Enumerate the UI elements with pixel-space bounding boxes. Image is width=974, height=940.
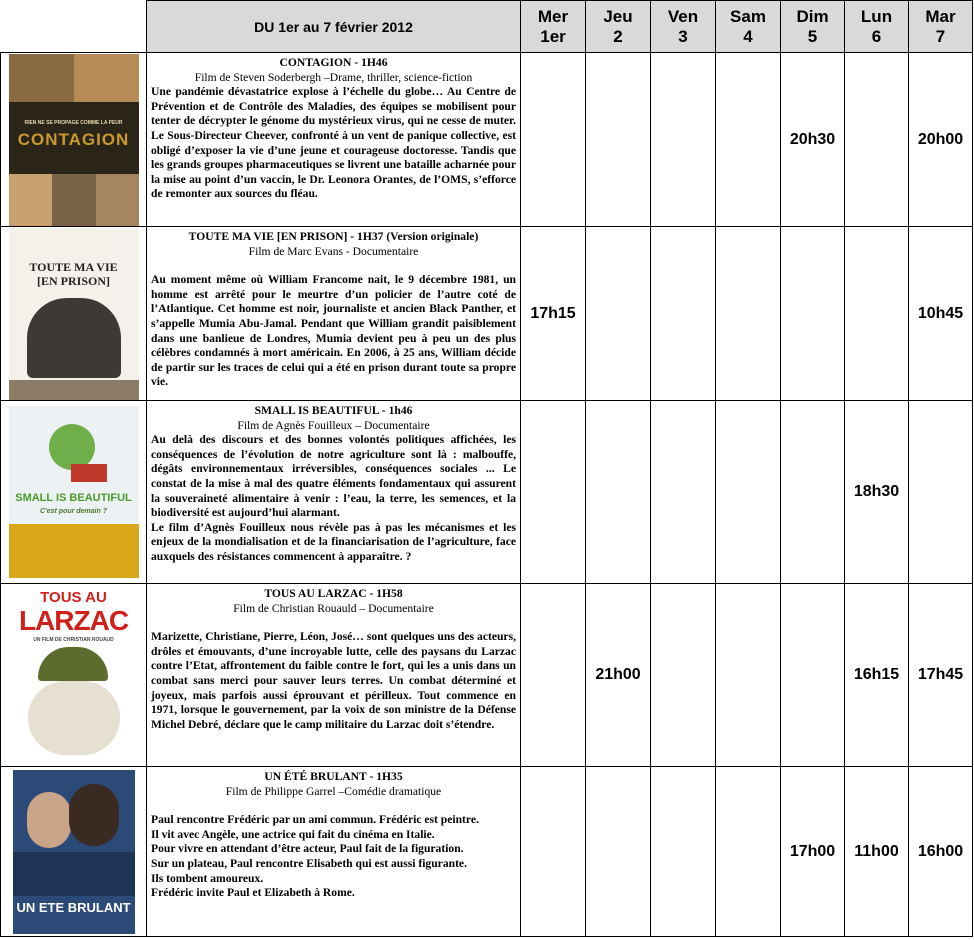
showtime: 11h00 — [845, 767, 909, 937]
poster-title: SMALL IS BEAUTIFUL — [15, 492, 132, 504]
film-credit: Film de Philippe Garrel –Comédie dramatique — [225, 784, 442, 798]
film-description — [147, 584, 521, 767]
day-header-sat — [716, 1, 781, 53]
day-label: Sam 4 — [730, 6, 766, 46]
film-credit: Film de Christian Rouauld – Documentaire — [233, 601, 434, 615]
poster-toute-ma-vie — [9, 228, 139, 400]
film-row-tous-au-larzac — [1, 584, 973, 767]
film-synopsis: Marizette, Christiane, Pierre, Léon, José… sont quelques uns des acteurs, drôles et émouvants, d’une incroyable lutte, celle des paysans du Larzac contre l’Etat, affrontement du faible contre le fort, qui les a unis dans un combat sans merci pour sauver leurs terres. Un combat déterminé et joyeux, mais parfois aussi éprouvant et périlleux. Tout commence en 1971, lorsque le gouvernement, par la voix de son ministre de la Défense Michel Debré, déclare que le camp militaire du Larzac doit s’étendre. — [151, 630, 516, 731]
day-label: Mar 7 — [925, 6, 956, 46]
showtime — [521, 584, 586, 767]
poster-cell — [1, 53, 147, 227]
film-row-un-ete-brulant — [1, 767, 973, 937]
showtime — [651, 53, 716, 227]
film-description — [147, 227, 521, 401]
day-label: Lun 6 — [860, 6, 893, 46]
film-description — [147, 53, 521, 227]
poster-contagion — [9, 54, 139, 226]
poster-cell — [1, 767, 147, 937]
showtime — [781, 584, 845, 767]
film-title: TOUS AU LARZAC - 1H58 — [264, 587, 403, 600]
showtime — [651, 227, 716, 401]
showtime: 17h00 — [781, 767, 845, 937]
film-credit: Film de Steven Soderbergh –Drame, thriller, science-fiction — [194, 70, 473, 84]
film-row-toute-ma-vie — [1, 227, 973, 401]
day-header-fri — [651, 1, 716, 53]
day-header-thu — [586, 1, 651, 53]
showtime — [586, 767, 651, 937]
showtime: 21h00 — [586, 584, 651, 767]
week-title: DU 1er au 7 février 2012 — [147, 1, 521, 53]
poster-title: UN ETE BRULANT — [16, 899, 131, 915]
showtime — [909, 401, 973, 584]
film-description — [147, 401, 521, 584]
poster-cell — [1, 401, 147, 584]
film-credit: Film de Marc Evans - Documentaire — [248, 244, 419, 258]
film-row-small-is-beautiful — [1, 401, 973, 584]
showtime — [651, 401, 716, 584]
poster-tagline: RIEN NE SE PROPAGE COMME LA PEUR — [24, 119, 123, 126]
showtime — [521, 767, 586, 937]
showtime: 20h00 — [909, 53, 973, 227]
showtime: 20h30 — [781, 53, 845, 227]
showtime — [716, 227, 781, 401]
film-title: CONTAGION - 1H46 — [279, 56, 388, 69]
showtime — [521, 401, 586, 584]
poster-credit: UN FILM DE CHRISTIAN ROUAUD — [33, 637, 114, 643]
showtime — [716, 53, 781, 227]
showtime — [716, 401, 781, 584]
showtime: 17h15 — [521, 227, 586, 401]
day-label: Dim 5 — [796, 6, 829, 46]
showtime — [521, 53, 586, 227]
showtime: 17h45 — [909, 584, 973, 767]
poster-tagline: C'est pour demain ? — [39, 508, 107, 515]
day-label: Jeu 2 — [603, 6, 633, 46]
showtime — [716, 584, 781, 767]
film-title: TOUTE MA VIE [EN PRISON] - 1H37 (Version originale) — [188, 230, 479, 243]
showtime: 16h00 — [909, 767, 973, 937]
poster-cell — [1, 227, 147, 401]
film-description — [147, 767, 521, 937]
header-row — [1, 1, 973, 53]
day-header-sun — [781, 1, 845, 53]
poster-title: TOUS AU — [40, 589, 107, 606]
film-credit: Film de Agnès Fouilleux – Documentaire — [237, 418, 430, 432]
film-row-contagion — [1, 53, 973, 227]
poster-cell — [1, 584, 147, 767]
day-label: Ven 3 — [667, 6, 699, 46]
showtime — [781, 401, 845, 584]
showtime: 10h45 — [909, 227, 973, 401]
showtime — [651, 767, 716, 937]
poster-title: TOUTE MA VIE [EN PRISON] — [29, 259, 118, 288]
day-header-tue — [909, 1, 973, 53]
showtime — [586, 227, 651, 401]
showtime — [586, 401, 651, 584]
poster-un-ete-brulant — [13, 770, 135, 934]
day-header-mon — [845, 1, 909, 53]
film-title: UN ÉTÉ BRULANT - 1H35 — [264, 770, 403, 783]
film-title: SMALL IS BEAUTIFUL - 1h46 — [254, 404, 413, 417]
showtime — [781, 227, 845, 401]
film-synopsis: Au delà des discours et des bonnes volontés politiques affichées, les conséquences de l’évolution de notre agriculture sont là : malbouffe, dégâts environnementaux irréversibles, conséquences sociales ... Le constat de la mise à mal des quatre éléments fondamentaux qui assurent la souveraineté alimentaire à venir : l’eau, la terre, les semences, et la biodiversité est aujourd’hui alarmant. Le film d’Agnès Fouilleux nous révèle pas à pas les mécanismes et les enjeux de la mondialisation et de la financiarisation de l’agriculture, face auxquels des résistances commencent à apparaître. ? — [151, 433, 516, 563]
showtime — [845, 53, 909, 227]
poster-tous-au-larzac — [4, 585, 144, 765]
film-synopsis: Paul rencontre Frédéric par un ami commun. Frédéric est peintre. Il vit avec Angèle, une actrice qui fait du cinéma en Italie. Pour vivre en attendant d’être acteur, Paul fait de la figuration. Sur un plateau, Paul rencontre Elisabeth qui est aussi figurante. Ils tombent amoureux. Frédéric invite Paul et Elizabeth à Rome. — [151, 813, 479, 900]
film-synopsis: Au moment même où William Francome nait, le 9 décembre 1981, un homme est arrêté pour le meurtre d’un policier de l’autre coté de l’Atlantique. Cet homme est noir, journaliste et ancien Black Panther, et s’appelle Mumia Abu-Jamal. Pendant que William grandit paisiblement dans une banlieue de Londres, Mumia devient peu à peu un des plus célèbres condamnés à mort américain. En 2006, à 25 ans, William décide de partir sur les traces de celui qui a été en prison durant toute sa propre vie. — [151, 273, 516, 389]
day-header-wed — [521, 1, 586, 53]
showtime — [716, 767, 781, 937]
day-label: Mer 1er — [537, 6, 569, 46]
header-corner — [1, 1, 147, 53]
showtime: 16h15 — [845, 584, 909, 767]
showtime — [651, 584, 716, 767]
poster-small-is-beautiful — [9, 406, 139, 578]
poster-title: CONTAGION — [17, 129, 130, 149]
showtime — [586, 53, 651, 227]
poster-title: LARZAC — [18, 605, 129, 636]
film-synopsis: Une pandémie dévastatrice explose à l’échelle du globe… Au Centre de Prévention et de Contrôle des Maladies, des équipes se mobilisent pour tenter de décrypter le génome du mystérieux virus, qui ne cesse de muter. Le Sous-Directeur Cheever, confronté à un vent de panique collective, est obligé d’exposer la vie d’une jeune et courageuse doctoresse. Tandis que les grands groupes pharmaceutiques se livrent une bataille acharnée pour la mise au point d’un vaccin, le Dr. Leonora Orantes, de l’OMS, s’efforce de remonter aux sources du fléau. — [151, 85, 516, 201]
showtime: 18h30 — [845, 401, 909, 584]
showtime — [845, 227, 909, 401]
